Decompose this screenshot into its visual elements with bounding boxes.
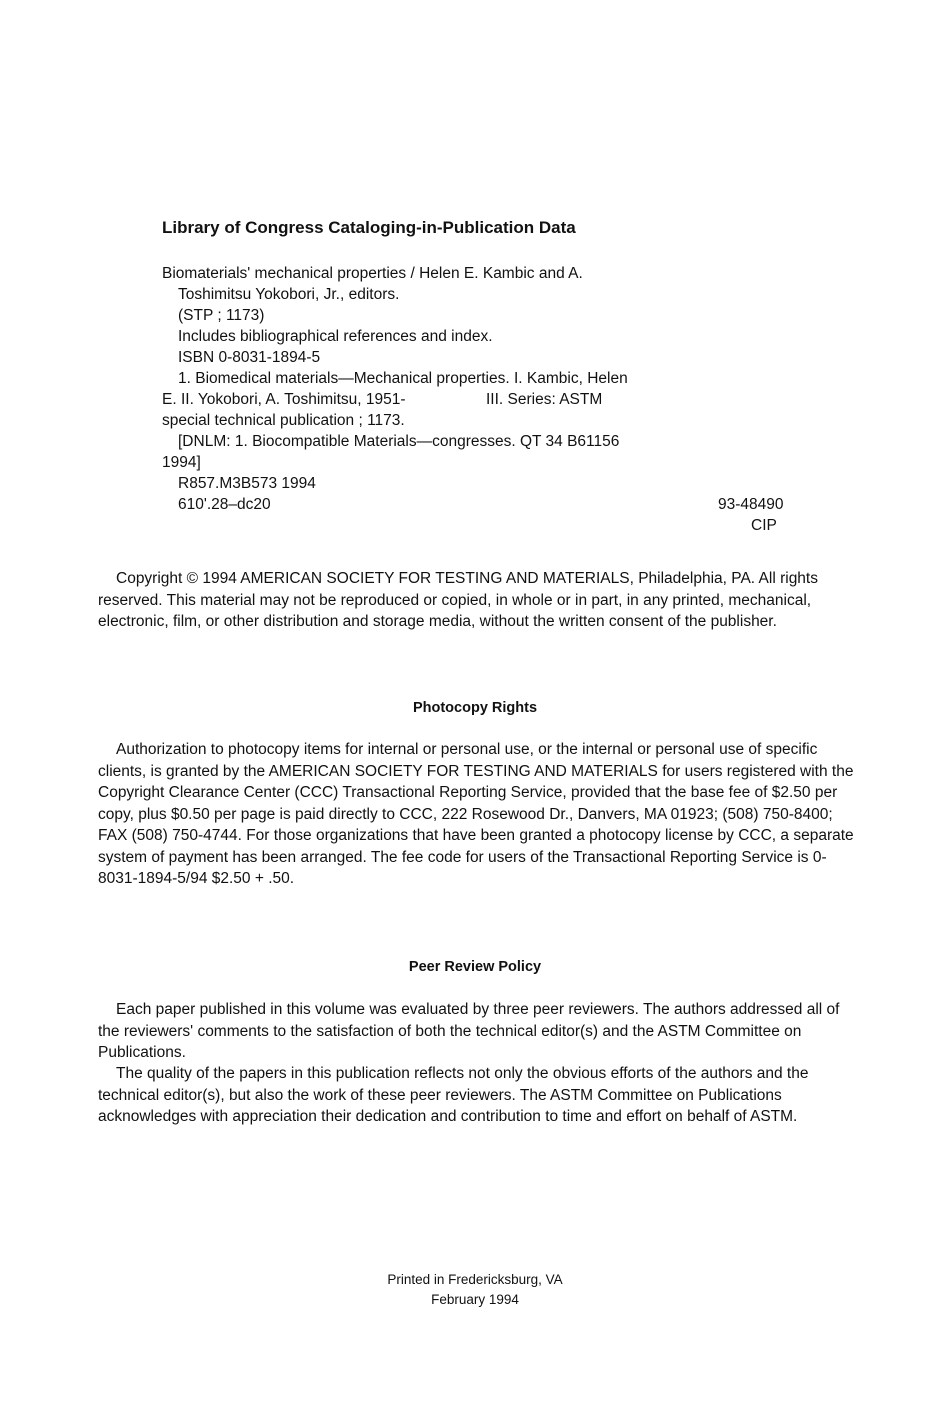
copyright-notice: Copyright © 1994 AMERICAN SOCIETY FOR TESTING AND MATERIALS, Philadelphia, PA. All rights reserved. This material may not be reproduced or copied, in whole or in part, in any printed, mechanical, electronic, film, or other distribution and storage media, without the written consent of the publisher. [98, 570, 818, 630]
peer-review-paragraph-1: Each paper published in this volume was evaluated by three peer reviewers. The authors addressed all of the reviewers' comments to the satisfaction of both the technical editor(s) and the ASTM Committee on Publications. [98, 1001, 840, 1061]
cip-line-4: Includes bibliographical references and index. [178, 328, 493, 345]
peer-review-heading: Peer Review Policy [408, 959, 542, 975]
peer-review-paragraph-2: The quality of the papers in this publication reflects not only the obvious efforts of the authors and the technical editor(s), but also the work of these peer reviewers. The ASTM Committee on Publications acknowledges with appreciation their dedication and contribution to time and effort on behalf of ASTM. [98, 1065, 809, 1125]
cip-line-2: Toshimitsu Yokobori, Jr., editors. [178, 286, 400, 303]
cip-line-3: (STP ; 1173) [178, 307, 265, 324]
cip-lccn: 93-48490 [718, 496, 784, 513]
cip-line-12: 610'.28–dc20 [178, 496, 271, 513]
photocopy-heading: Photocopy Rights [412, 700, 538, 716]
cip-title: Library of Congress Cataloging-in-Publication Data [162, 218, 576, 237]
footer-printed-location: Printed in Fredericksburg, VA [387, 1272, 563, 1287]
footer-date: February 1994 [431, 1292, 519, 1307]
cip-label: CIP [751, 517, 777, 534]
cip-line-11: R857.M3B573 1994 [178, 475, 316, 492]
photocopy-paragraph: Authorization to photocopy items for internal or personal use, or the internal or personal use of specific clients, is granted by the AMERICAN SOCIETY FOR TESTING AND MATERIALS for users registered with the Copyright Clearance Center (CCC) Transactional Reporting Service, provided that the base fee of $2.50 per copy, plus $0.50 per page is paid directly to CCC, 222 Rosewood Dr., Danvers, MA 01923; (508) 750-8400; FAX (508) 750-4744. For those organizations that have been granted a photocopy license by CCC, a separate system of payment has been arranged. The fee code for users of the Transactional Reporting Service is 0-8031-1894-5/94 $2.50 + .50. [98, 741, 854, 887]
cip-line-9: [DNLM: 1. Biocompatible Materials—congresses. QT 34 B61156 [178, 433, 620, 450]
cip-line-8: special technical publication ; 1173. [162, 412, 405, 429]
cip-line-1: Biomaterials' mechanical properties / Helen E. Kambic and A. [162, 265, 583, 282]
cip-line-5: ISBN 0-8031-1894-5 [178, 349, 321, 366]
cip-line-10: 1994] [162, 454, 201, 471]
cip-line-7a: E. II. Yokobori, A. Toshimitsu, 1951- [162, 391, 406, 408]
cip-line-6: 1. Biomedical materials—Mechanical properties. I. Kambic, Helen [178, 370, 628, 387]
cip-line-7b: III. Series: ASTM [486, 391, 603, 408]
